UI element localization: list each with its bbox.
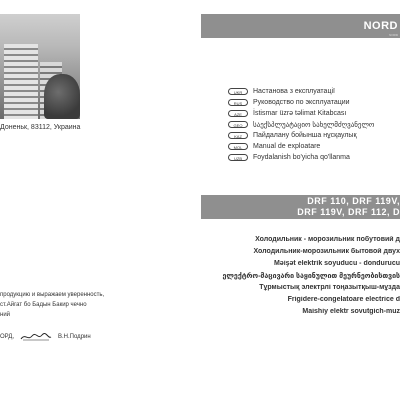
building-tall (4, 44, 38, 119)
certificate-line-1: продукцию и выражаем уверенность, (0, 292, 105, 298)
signature-prefix: ОРД, (0, 334, 14, 340)
language-badge: UKR (228, 88, 248, 95)
signature-row (0, 332, 91, 342)
language-item (228, 130, 400, 141)
language-label: İstismar üzrə təlimat Kitabcası (253, 110, 347, 117)
language-label: Руководство по эксплуатации (253, 99, 350, 106)
description-line: Тұрмыстық электрлі тоңазытқыш-мұзда (259, 284, 400, 291)
language-badge: RUS (228, 99, 248, 106)
description-line: Холодильник-морозильник бытовой двух (253, 248, 400, 255)
language-label: Foydalanish bo'yicha qo'llanma (253, 154, 350, 161)
language-badge: KAZ (228, 132, 248, 139)
description-line: Maishiy elektr sovutgich-muz (302, 308, 400, 315)
language-label: Manual de exploatare (253, 143, 321, 150)
language-label: საექსპლუატაციო სახელმძღვანელო (253, 121, 375, 129)
brand-logo-sub: NORD (389, 33, 398, 37)
model-line-2: DRF 119V, DRF 112, D (297, 207, 400, 217)
description-line: ელექტრო-მაცივარი საყინულით მეურნეობისთვის (222, 273, 400, 280)
language-label: Настанова з експлуатації (253, 88, 335, 95)
language-item (228, 86, 400, 97)
description-line: Məişət elektrik soyuducu - dondurucu (273, 260, 400, 267)
language-item (228, 152, 400, 163)
language-badge: AZE (228, 110, 248, 117)
description-line: Frigidere-congelatoare electrice d (287, 296, 400, 303)
language-label: Пайдалану бойынша нұсқаулық (253, 132, 357, 139)
product-descriptions (201, 236, 400, 320)
language-item (228, 141, 400, 152)
signatory-name: В.Н.Подрин (58, 334, 91, 340)
language-item (228, 119, 400, 130)
language-badge: UZB (228, 154, 248, 161)
language-item (228, 97, 400, 108)
building-photo (0, 14, 80, 119)
company-address: Доненьк, 83112, Украина (0, 124, 81, 131)
header-bar (201, 14, 400, 38)
language-item (228, 108, 400, 119)
language-list (228, 86, 400, 163)
language-badge: GEO (228, 121, 248, 128)
description-line: Холодильник - морозильник побутовий д (255, 236, 400, 243)
certificate-line-3: ний (0, 312, 11, 318)
model-line-1: DRF 110, DRF 119V, (307, 196, 400, 206)
model-bar (201, 195, 400, 219)
signature-scribble-icon (20, 332, 52, 342)
language-badge: MOL (228, 143, 248, 150)
brand-logo: NORD (363, 20, 398, 32)
certificate-line-2: ст.Айгат бо Бадын Бакир чечно (0, 302, 87, 308)
tree (44, 74, 80, 119)
